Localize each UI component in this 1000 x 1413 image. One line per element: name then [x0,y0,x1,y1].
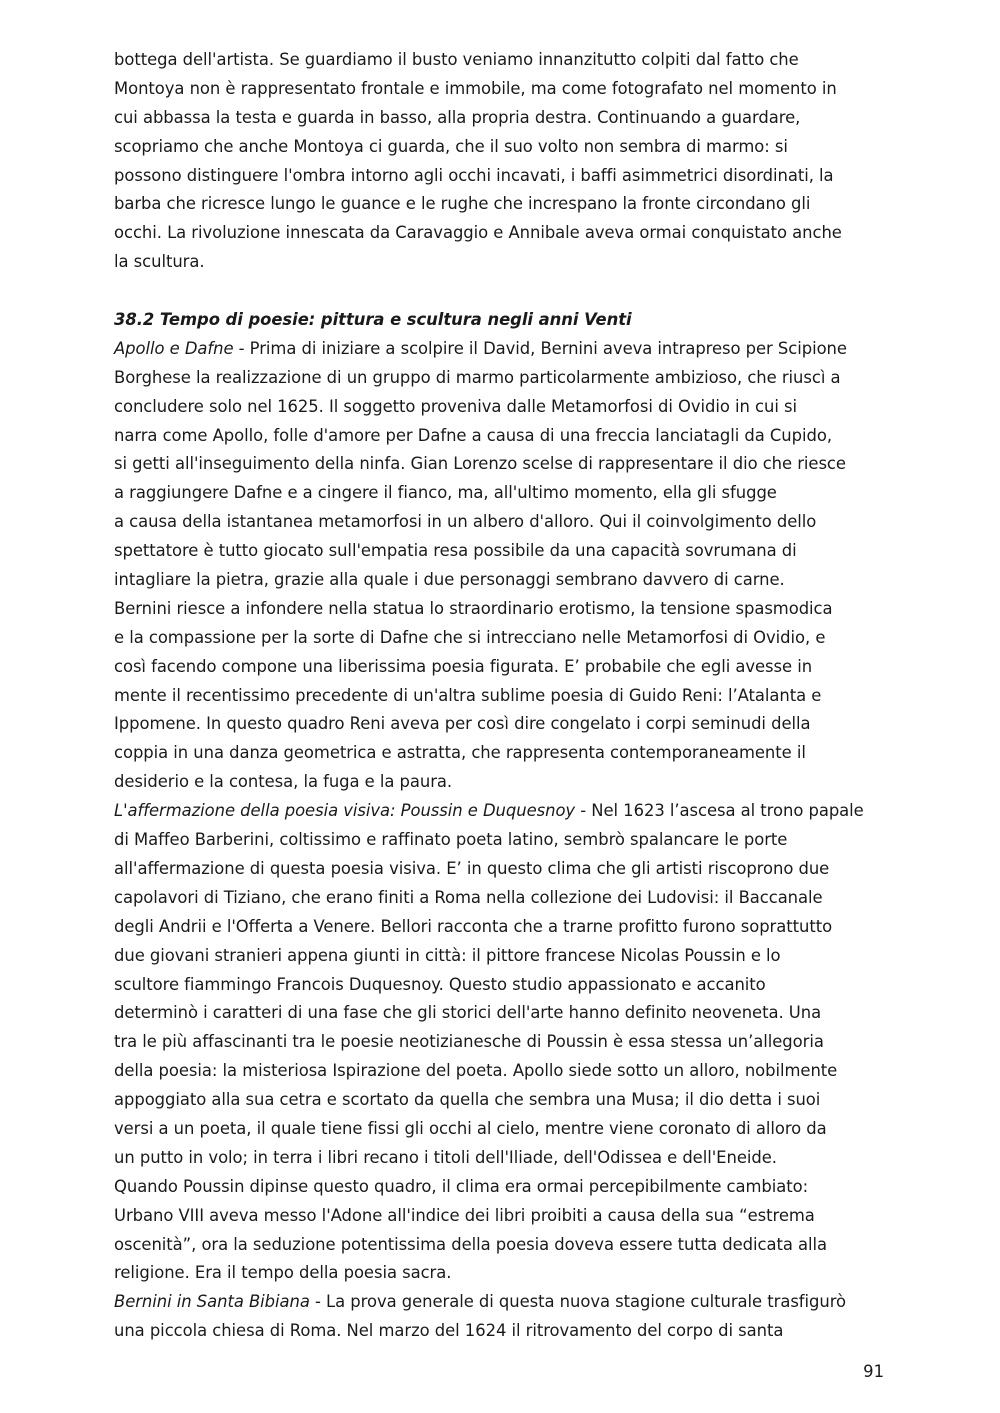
text-line [114,335,886,364]
text-line: determinò i caratteri di una fase che gli storici dell'arte hanno definito neoveneta. Una [114,1003,822,1023]
text-line: della poesia: la misteriosa Ispirazione del poeta. Apollo siede sotto un alloro, nobilmente [114,1061,838,1081]
paragraph-lead-title: Bernini in Santa Bibiana [114,1292,310,1312]
text-line: Urbano VIII aveva messo l'Adone all'indice dei libri proibiti a causa della sua “estrema [114,1205,815,1225]
text-line: possono distinguere l'ombra intorno agli occhi incavati, i baffi asimmetrici disordinati, la [114,165,834,185]
paragraph-lead-title: L'affermazione della poesia visiva: Poussin e Duquesnoy [114,801,576,821]
text-line: narra come Apollo, folle d'amore per Dafne a causa di una freccia lanciatagli da Cupido, [114,425,832,445]
intro-paragraph [114,46,886,277]
text-line: religione. Era il tempo della poesia sacra. [114,1263,452,1283]
text-line: concludere solo nel 1625. Il soggetto proveniva dalle Metamorfosi di Ovidio in cui si [114,396,797,416]
text-line: e la compassione per la sorte di Dafne che si intrecciano nelle Metamorfosi di Ovidio, e [114,627,826,647]
paragraph-santa-bibiana [114,1288,886,1346]
text-line: cui abbassa la testa e guarda in basso, alla propria destra. Continuando a guardare, [114,107,801,127]
text-fragment: - Nel 1623 l’ascesa al trono papale [575,801,864,821]
text-line: all'affermazione di questa poesia visiva. E’ in questo clima che gli artisti riscoprono due [114,858,830,878]
text-line: coppia in una danza geometrica e astratta, che rappresenta contemporaneamente il [114,743,806,763]
text-line: due giovani stranieri appena giunti in città: il pittore francese Nicolas Poussin e lo [114,945,781,965]
text-line: degli Andrii e l'Offerta a Venere. Bellori racconta che a trarne profitto furono soprattutto [114,916,833,936]
paragraph-apollo-dafne [114,335,886,797]
text-line: intagliare la pietra, grazie alla quale i due personaggi sembrano davvero di carne. [114,570,785,590]
text-line [114,1288,886,1317]
text-line: oscenità”, ora la seduzione potentissima della poesia doveva essere tutta dedicata alla [114,1234,828,1254]
text-line: così facendo compone una liberissima poesia figurata. E’ probabile che egli avesse in [114,656,813,676]
text-line: capolavori di Tiziano, che erano finiti a Roma nella collezione dei Ludovisi: il Baccanale [114,887,823,907]
text-line: appoggiato alla sua cetra e scortato da quella che sembra una Musa; il dio detta i suoi [114,1090,821,1110]
text-line: Montoya non è rappresentato frontale e immobile, ma come fotografato nel momento in [114,78,837,98]
text-line [114,797,886,826]
text-line: si getti all'inseguimento della ninfa. Gian Lorenzo scelse di rappresentare il dio che riesce [114,454,846,474]
text-line: mente il recentissimo precedente di un'altra sublime poesia di Guido Reni: l’Atalanta e [114,685,822,705]
text-line: di Maffeo Barberini, coltissimo e raffinato poeta latino, sembrò spalancare le porte [114,830,788,850]
text-line: scopriamo che anche Montoya ci guarda, che il suo volto non sembra di marmo: si [114,136,788,156]
section-heading: 38.2 Tempo di poesie: pittura e scultura negli anni Venti [114,310,632,330]
text-line: Borghese la realizzazione di un gruppo di marmo particolarmente ambizioso, che riuscì a [114,367,841,387]
text-line: desiderio e la contesa, la fuga e la paura. [114,772,453,792]
text-line: la scultura. [114,252,205,272]
paragraph-spacer [114,277,886,306]
text-line: scultore fiammingo Francois Duquesnoy. Questo studio appassionato e accanito [114,974,766,994]
text-line: barba che ricresce lungo le guance e le rughe che increspano la fronte circondano gli [114,194,811,214]
text-line: versi a un poeta, il quale tiene fissi gli occhi al cielo, mentre viene coronato di alloro da [114,1118,827,1138]
text-line: Bernini riesce a infondere nella statua lo straordinario erotismo, la tensione spasmodica [114,598,833,618]
text-line: spettatore è tutto giocato sull'empatia resa possibile da una capacità sovrumana di [114,541,797,561]
text-line: un putto in volo; in terra i libri recano i titoli dell'Iliade, dell'Odissea e dell'Eneide. [114,1147,777,1167]
paragraph-poussin-duquesnoy [114,797,886,1288]
page-number: 91 [863,1362,884,1381]
text-line: una piccola chiesa di Roma. Nel marzo del 1624 il ritrovamento del corpo di santa [114,1321,784,1341]
text-line: tra le più affascinanti tra le poesie neotizianesche di Poussin è essa stessa un’allegoria [114,1032,824,1052]
paragraph-lead-title: Apollo e Dafne [114,338,234,358]
page-body [114,46,886,1346]
text-line: a raggiungere Dafne e a cingere il fianco, ma, all'ultimo momento, ella gli sfugge [114,483,777,503]
text-line: bottega dell'artista. Se guardiamo il busto veniamo innanzitutto colpiti dal fatto che [114,50,799,69]
text-line: Quando Poussin dipinse questo quadro, il clima era ormai percepibilmente cambiato: [114,1176,809,1196]
text-fragment: - Prima di iniziare a scolpire il David, Bernini aveva intrapreso per Scipione [233,338,847,358]
text-fragment: - La prova generale di questa nuova stagione culturale trasfigurò [309,1292,847,1312]
text-line: a causa della istantanea metamorfosi in un albero d'alloro. Qui il coinvolgimento dello [114,512,817,532]
text-line: occhi. La rivoluzione innescata da Caravaggio e Annibale aveva ormai conquistato anche [114,223,842,243]
text-line: Ippomene. In questo quadro Reni aveva per così dire congelato i corpi seminudi della [114,714,811,734]
